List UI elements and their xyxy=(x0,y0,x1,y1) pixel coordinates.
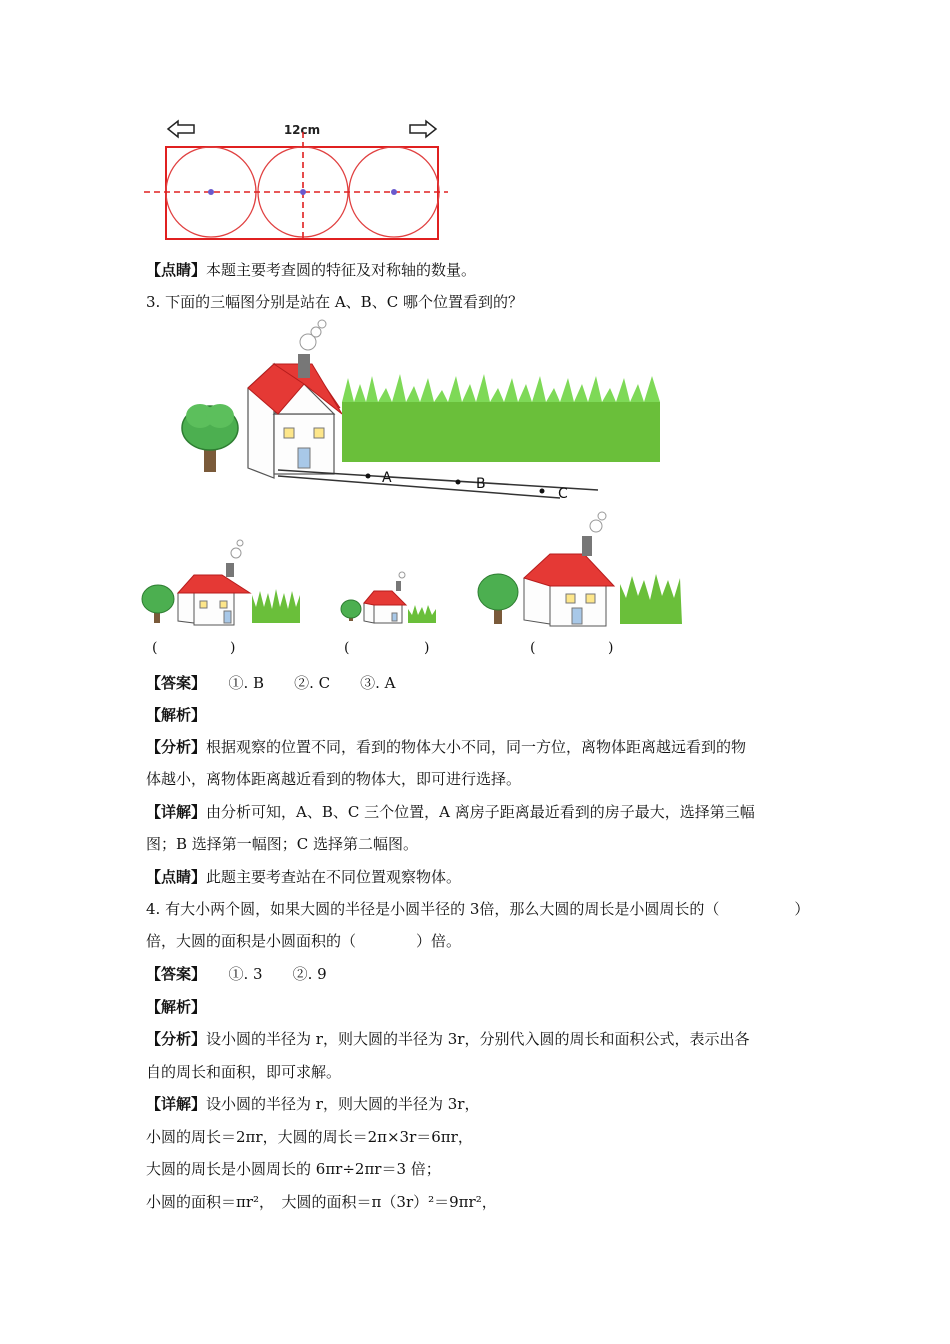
paren-open-2: ( xyxy=(344,640,350,656)
width-label: 12cm xyxy=(283,123,321,137)
house-scene-figure xyxy=(180,318,670,503)
tag: 【解析】 xyxy=(146,706,207,724)
text: 倍，大圆的面积是小圆面积的（ ）倍。 xyxy=(146,932,462,950)
text: 根据观察的位置不同，看到的物体大小不同，同一方位，离物体距离越远看到的物 xyxy=(206,738,747,756)
right-arrow-icon xyxy=(410,121,436,137)
center-dot xyxy=(391,189,397,195)
left-arrow-icon xyxy=(168,121,194,137)
point-c-dot xyxy=(540,489,545,494)
text: 此题主要考查站在不同位置观察物体。 xyxy=(206,868,462,886)
text: 3. 下面的三幅图分别是站在 A、B、C 哪个位置看到的？ xyxy=(146,293,523,311)
view-image-1 xyxy=(140,535,305,630)
text: 4. 有大小两个圆，如果大圆的半径是小圆半径的 3倍，那么大圆的周长是小圆周长的（ ） xyxy=(146,900,810,918)
fenxi-3 xyxy=(146,737,746,757)
text: 小圆的面积＝πr²， 大圆的面积＝π（3r）²＝9πr²， xyxy=(146,1193,497,1211)
paren-open-1: ( xyxy=(152,640,158,656)
paren-close-3: ) xyxy=(608,640,614,656)
answer-4 xyxy=(146,964,327,984)
point-b-dot xyxy=(456,480,461,485)
xiangjie-4 xyxy=(146,1094,479,1114)
question-4-cont xyxy=(146,931,461,951)
view-image-2 xyxy=(340,565,440,625)
text: ①. 3 ②. 9 xyxy=(198,965,327,983)
text: 本题主要考查圆的特征及对称轴的数量。 xyxy=(206,261,477,279)
center-dot xyxy=(208,189,214,195)
fenxi-4 xyxy=(146,1029,749,1049)
jiexi-3 xyxy=(146,705,206,725)
text: 图；B 选择第一幅图；C 选择第二幅图。 xyxy=(146,835,419,853)
xiangjie-3 xyxy=(146,802,755,822)
text: 小圆的周长＝2πr，大圆的周长＝2π×3r＝6πr， xyxy=(146,1128,473,1146)
tag: 【分析】 xyxy=(146,738,207,756)
point-a-dot xyxy=(366,474,371,479)
xiangjie-4-line3 xyxy=(146,1159,441,1179)
tag: 【答案】 xyxy=(146,965,199,983)
tag: 【答案】 xyxy=(146,674,199,692)
tag: 【分析】 xyxy=(146,1030,207,1048)
jiexi-4 xyxy=(146,997,206,1017)
xiangjie-4-line2 xyxy=(146,1127,473,1147)
xiangjie-4-line4 xyxy=(146,1192,497,1212)
answer-3 xyxy=(146,673,395,693)
point-c-label: C xyxy=(558,486,568,502)
text: 设小圆的半径为 r，则大圆的半径为 3r，分别代入圆的周长和面积公式，表示出各 xyxy=(206,1030,750,1048)
point-b-label: B xyxy=(476,476,486,492)
line-dianjing-1 xyxy=(146,260,476,280)
tag: 【详解】 xyxy=(146,803,207,821)
paren-open-3: ( xyxy=(530,640,536,656)
view-image-3 xyxy=(476,510,686,630)
text: 由分析可知，A、B、C 三个位置，A 离房子距离最近看到的房子最大，选择第三幅 xyxy=(206,803,755,821)
tag: 【点睛】 xyxy=(146,868,207,886)
text: 大圆的周长是小圆周长的 6πr÷2πr＝3 倍； xyxy=(146,1160,441,1178)
xiangjie-3-cont xyxy=(146,834,418,854)
paren-close-1: ) xyxy=(230,640,236,656)
tag: 【解析】 xyxy=(146,998,207,1016)
question-3 xyxy=(146,292,523,312)
tag: 【点睛】 xyxy=(146,261,207,279)
point-a-label: A xyxy=(382,470,392,486)
text: 设小圆的半径为 r，则大圆的半径为 3r， xyxy=(206,1095,480,1113)
question-4 xyxy=(146,899,809,919)
text: 自的周长和面积，即可求解。 xyxy=(146,1063,342,1081)
text: 体越小，离物体距离越近看到的物体大，即可进行选择。 xyxy=(146,770,522,788)
dianjing-3 xyxy=(146,867,461,887)
fenxi-3-cont xyxy=(146,769,521,789)
tag: 【详解】 xyxy=(146,1095,207,1113)
paren-close-2: ) xyxy=(424,640,430,656)
fenxi-4-cont xyxy=(146,1062,341,1082)
center-dot xyxy=(300,189,306,195)
circles-rectangle-figure xyxy=(140,112,460,247)
text: ①. B ②. C ③. A xyxy=(198,674,396,692)
